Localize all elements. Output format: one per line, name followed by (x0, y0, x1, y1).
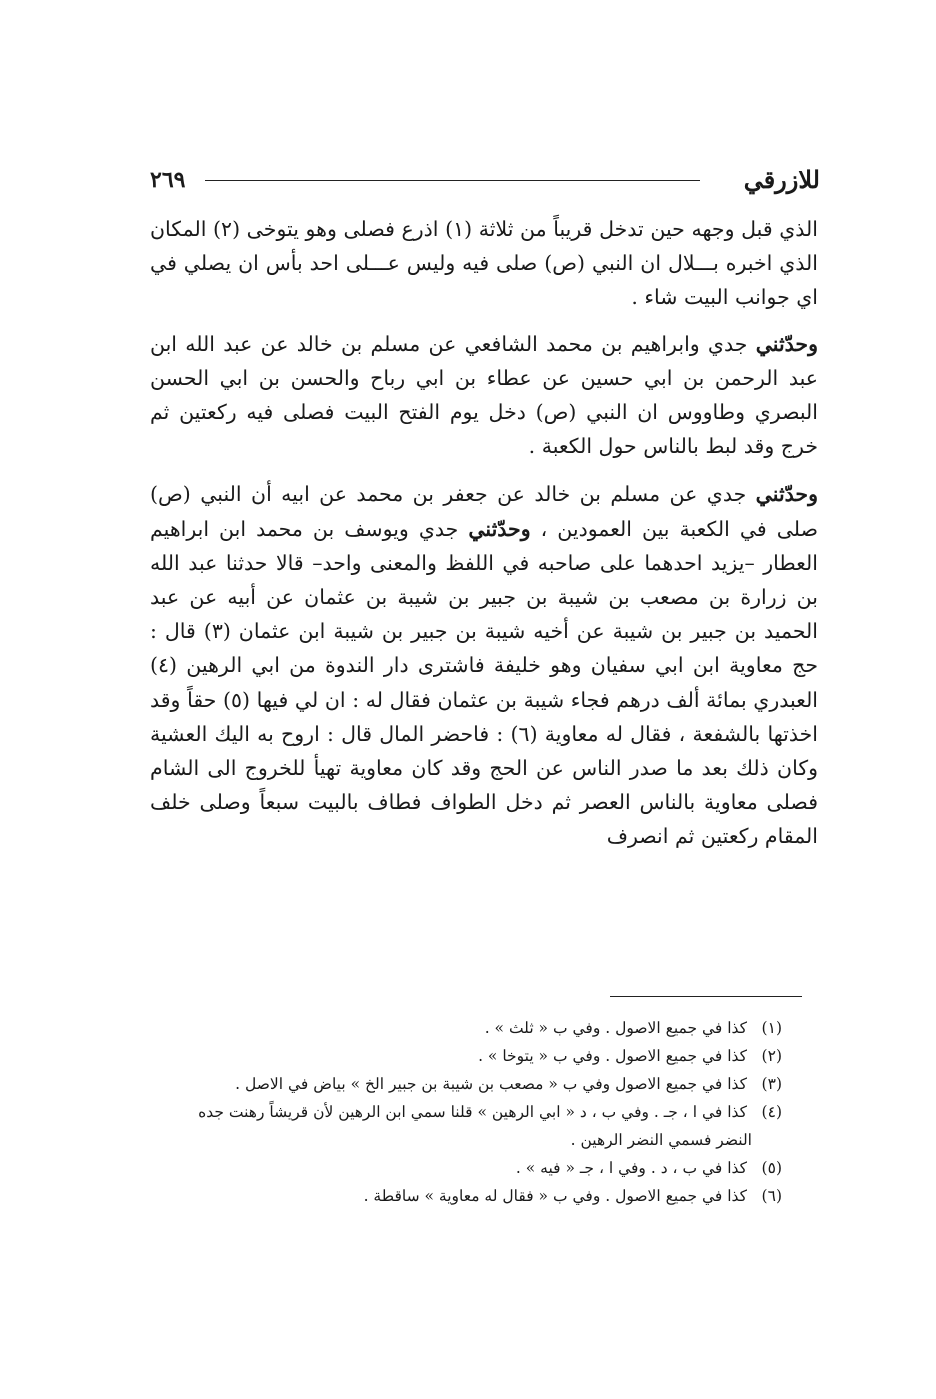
page-number: ٢٦٩ (150, 167, 186, 193)
paragraph-3-lead: وحدّثني (755, 482, 818, 507)
footnote-text: كذا في جميع الاصول . وفي ب « فقال له معاوية » ساقطة . (363, 1187, 748, 1205)
paragraph-1-text: الذي قبل وجهه حين تدخل قريباً من ثلاثة (١) اذرع فصلى وهو يتوخى (٢) المكان الذي اخبره بـــلال ان النبي (ص) صلى فيه وليس عـــلى احد بأس ان يصلي في اي جوانب البيت شاء . (150, 217, 818, 310)
page-header (150, 160, 820, 200)
footnote-5 (140, 1154, 782, 1182)
paragraph-3-text-a: جدي عن مسلم بن خالد عن جعفر بن محمد عن ابيه أن النبي (ص) صلى في الكعبة بين العمودين ، (150, 482, 818, 541)
footnote-text: كذا في جميع الاصول وفي ب « مصعب بن شيبة بن جبير الخ » بياض في الاصل . (235, 1075, 748, 1093)
paragraph-2-lead: وحدّثني (755, 331, 818, 356)
running-head: للازرقي (743, 165, 820, 194)
footnote-number: (٦) (761, 1187, 782, 1205)
footnote-4-continuation (140, 1126, 782, 1154)
footnote-3 (140, 1070, 782, 1098)
footnote-number: (٤) (761, 1103, 782, 1121)
footnote-number: (٥) (761, 1159, 782, 1177)
footnote-number: (١) (761, 1019, 782, 1037)
paragraph-3 (150, 477, 818, 853)
footnote-text: كذا في ا ، جـ . وفي ب ، د « ابي الرهين » قلنا سمي ابن الرهين لأن قريشاً رهنت جده (198, 1103, 748, 1121)
footnote-text: كذا في جميع الاصول . وفي ب « يتوخا » . (478, 1047, 748, 1065)
footnote-rule (610, 996, 802, 997)
footnote-2 (140, 1042, 782, 1070)
paragraph-2-text: جدي وابراهيم بن محمد الشافعي عن مسلم بن خالد عن عبد الله ابن عبد الرحمن بن ابي حسين عن عطاء بن ابي رباح والحسن بن ابي الحسن البصري وطاووس ان النبي (ص) دخل يوم الفتح البيت فصلى فيه ركعتين ثم خرج وقد لبط بالناس حول الكعبة . (150, 331, 818, 459)
footnote-text: كذا في جميع الاصول . وفي ب « ثلث » . (484, 1019, 748, 1037)
paragraph-1 (150, 212, 818, 315)
footnote-number: (٣) (761, 1075, 782, 1093)
body-text (150, 212, 818, 868)
footnote-1 (140, 1014, 782, 1042)
footnote-text: النضر فسمي النضر الرهين . (570, 1131, 752, 1149)
paragraph-3-lead-2: وحدّثني (468, 516, 531, 541)
header-rule (205, 180, 700, 181)
footnote-6 (140, 1182, 782, 1210)
paragraph-3-text-b: جدي ويوسف بن محمد ابن ابراهيم العطار –يزيد احدهما على صاحبه في اللفظ والمعنى واحد– قالا حدثنا عبد الله بن زرارة بن مصعب بن شيبة بن جبير بن شيبة بن عثمان عن أبيه عن عبد الحميد بن جبير بن شيبة عن أخيه شيبة بن جبير بن شيبة ابن عثمان (٣) قال : حج معاوية ابن ابي سفيان وهو خليفة فاشترى دار الندوة من ابي الرهين (٤) العبدري بمائة ألف درهم فجاء شيبة بن عثمان فقال له : ان لي فيها (٥) حقاً وقد اخذتها بالشفعة ، فقال له معاوية (٦) : فاحضر المال قال : اروح به اليك العشية وكان ذلك بعد ما صدر الناس عن الحج وقد كان معاوية تهيأ للخروج الى الشام فصلى معاوية بالناس العصر ثم دخل الطواف فطاف بالبيت سبعاً وصلى خلف المقام ركعتين ثم انصرف (150, 516, 819, 849)
footnote-number: (٢) (761, 1047, 782, 1065)
footnote-text: كذا في ب ، د . وفي ا ، جـ « فيه » . (515, 1159, 748, 1177)
footnote-4 (140, 1098, 782, 1126)
paragraph-2 (150, 327, 818, 464)
footnotes (140, 1014, 782, 1210)
